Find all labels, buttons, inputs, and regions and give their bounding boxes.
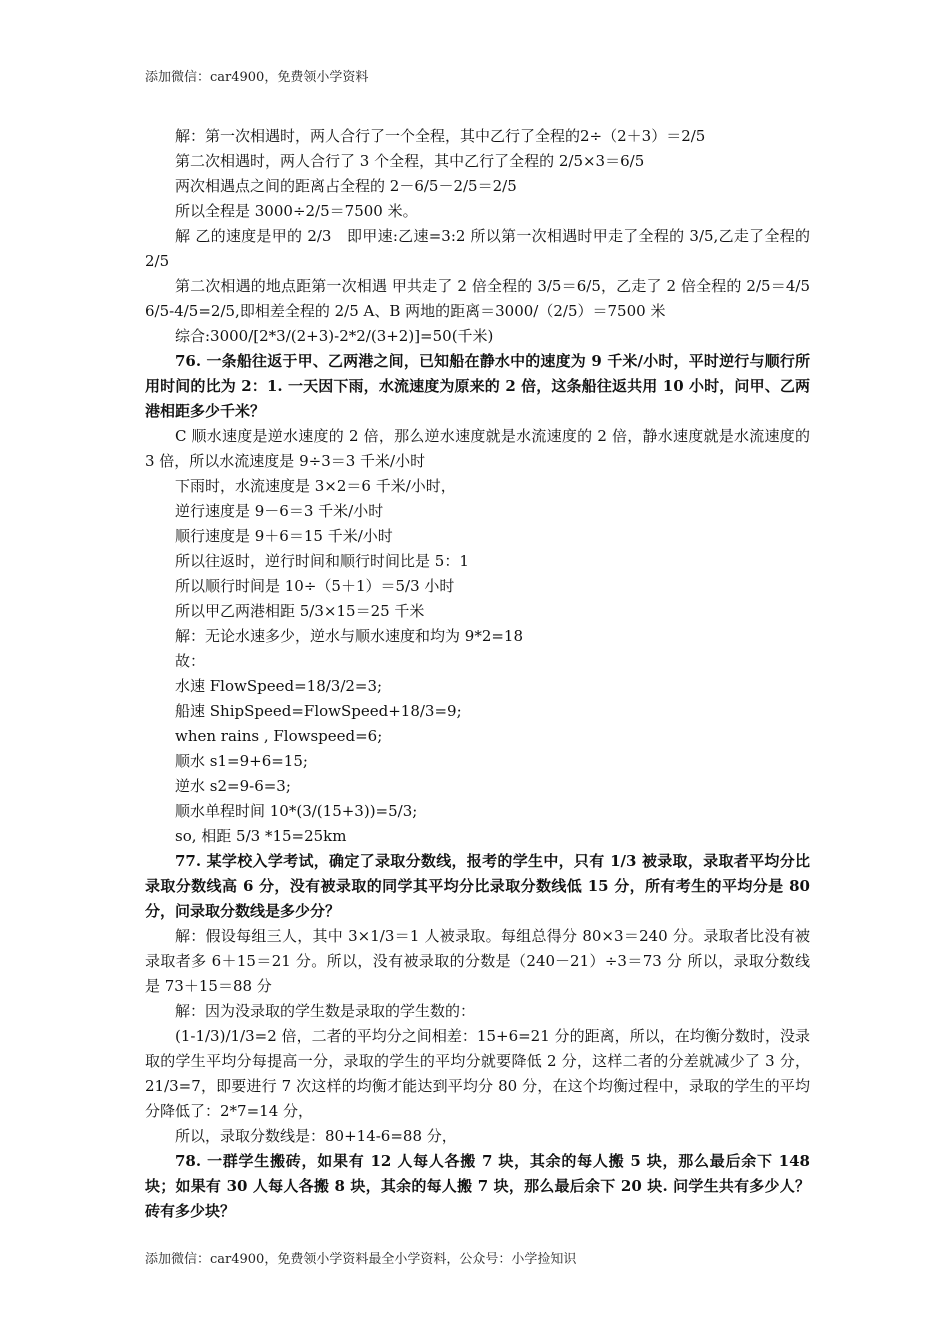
solution-paragraph: 逆行速度是 9－6＝3 千米/小时 [175, 502, 384, 520]
solution-paragraph: 解 乙的速度是甲的 2/3 即甲速:乙速=3:2 所以第一次相遇时甲走了全程的 3/5,乙走了全程的 2/5 [145, 227, 810, 270]
solution-paragraph: 顺水单程时间 10*(3/(15+3))=5/3; [175, 802, 418, 820]
solution-paragraph: 第二次相遇的地点距第一次相遇 甲共走了 2 倍全程的 3/5＝6/5，乙走了 2 倍全程的 2/5＝4/5 6/5-4/5=2/5,即相差全程的 2/5 A、B 两地的距离＝3000/（2/5）＝7500 米 [145, 277, 810, 320]
solution-paragraph: 逆水 s2=9-6=3; [175, 777, 291, 795]
question-paragraph: 77. 某学校入学考试，确定了录取分数线，报考的学生中，只有 1/3 被录取，录取者平均分比录取分数线高 6 分，没有被录取的同学其平均分比录取分数线低 15 分，所有考生的平均分是 80 分，问录取分数线是多少分？ [145, 852, 810, 920]
solution-paragraph: 解：无论水速多少，逆水与顺水速度和均为 9*2=18 [175, 627, 524, 645]
solution-paragraph: 下雨时，水流速度是 3×2＝6 千米/小时， [175, 477, 456, 495]
solution-paragraph: 船速 ShipSpeed=FlowSpeed+18/3=9; [175, 702, 462, 720]
solution-paragraph: 两次相遇点之间的距离占全程的 2－6/5－2/5＝2/5 [175, 177, 517, 195]
solution-paragraph: 解：假设每组三人，其中 3×1/3＝1 人被录取。每组总得分 80×3＝240 分。录取者比没有被录取者多 6＋15＝21 分。所以，没有被录取的分数是（240－21）÷3＝73 分 所以，录取分数线是 73＋15＝88 分 [145, 927, 810, 995]
solution-paragraph: 故： [175, 652, 206, 670]
solution-paragraph: 综合:3000/[2*3/(2+3)-2*2/(3+2)]=50(千米) [175, 327, 494, 345]
solution-paragraph: C 顺水速度是逆水速度的 2 倍，那么逆水速度就是水流速度的 2 倍，静水速度就是水流速度的 3 倍，所以水流速度是 9÷3＝3 千米/小时 [145, 427, 810, 470]
solution-paragraph: 顺水 s1=9+6=15; [175, 752, 308, 770]
solution-paragraph: when rains , Flowspeed=6; [175, 727, 383, 745]
page-footer: 添加微信：car4900，免费领小学资料最全小学资料，公众号：小学捡知识 [145, 1252, 577, 1267]
solution-paragraph: 所以甲乙两港相距 5/3×15＝25 千米 [175, 602, 425, 620]
solution-paragraph: 所以全程是 3000÷2/5＝7500 米。 [175, 202, 418, 220]
solution-paragraph: so, 相距 5/3 *15=25km [175, 827, 347, 845]
question-paragraph: 78. 一群学生搬砖，如果有 12 人每人各搬 7 块，其余的每人搬 5 块，那么最后余下 148 块；如果有 30 人每人各搬 8 块，其余的每人搬 7 块，那么最后余下 20 块. 问学生共有多少人？砖有多少块？ [145, 1152, 810, 1220]
solution-paragraph: 所以，录取分数线是：80+14-6=88 分， [175, 1127, 457, 1145]
solution-paragraph: 所以顺行时间是 10÷（5＋1）＝5/3 小时 [175, 577, 455, 595]
document-body [145, 124, 810, 1224]
solution-paragraph: 解：第一次相遇时，两人合行了一个全程，其中乙行了全程的2÷（2＋3）＝2/5 [175, 127, 706, 145]
solution-paragraph: 顺行速度是 9＋6＝15 千米/小时 [175, 527, 393, 545]
solution-paragraph: 第二次相遇时，两人合行了 3 个全程，其中乙行了全程的 2/5×3＝6/5 [175, 152, 645, 170]
solution-paragraph: 水速 FlowSpeed=18/3/2=3; [175, 677, 383, 695]
question-paragraph: 76. 一条船往返于甲、乙两港之间，已知船在静水中的速度为 9 千米/小时，平时逆行与顺行所用时间的比为 2：1. 一天因下雨，水流速度为原来的 2 倍，这条船往返共用 10 小时，问甲、乙两港相距多少千米？ [145, 352, 810, 420]
solution-paragraph: 解：因为没录取的学生数是录取的学生数的： [175, 1002, 476, 1020]
page-header: 添加微信：car4900，免费领小学资料 [145, 70, 369, 85]
solution-paragraph: (1-1/3)/1/3=2 倍，二者的平均分之间相差：15+6=21 分的距离，所以，在均衡分数时，没录取的学生平均分每提高一分，录取的学生的平均分就要降低 2 分，这样二者的分差就减少了 3 分，21/3=7，即要进行 7 次这样的均衡才能达到平均分 80 分，在这个均衡过程中，录取的学生的平均分降低了：2*7=14 分， [145, 1027, 810, 1120]
solution-paragraph: 所以往返时，逆行时间和顺行时间比是 5：1 [175, 552, 469, 570]
